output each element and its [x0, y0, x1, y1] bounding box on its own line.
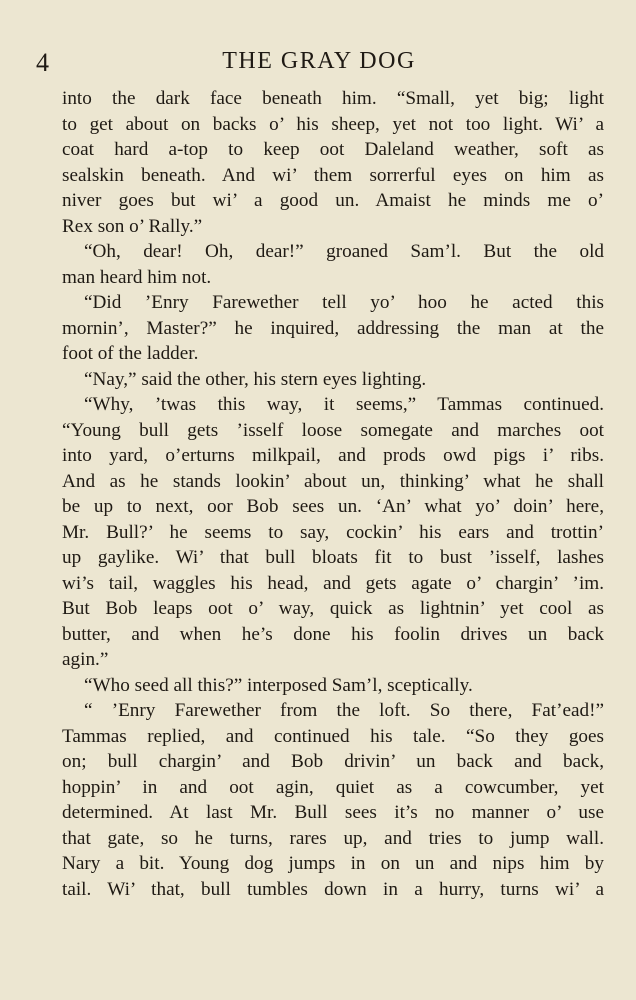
text-line: “Young bull gets ’isself loose somegate and marches oot	[62, 419, 604, 441]
text-line: Rex son o’ Rally.”	[62, 215, 203, 237]
text-line: Tammas replied, and continued his tale. “So they goes	[62, 725, 604, 747]
text-line: hoppin’ in and oot agin, quiet as a cowcumber, yet	[62, 776, 604, 798]
text-line: foot of the ladder.	[62, 343, 199, 364]
text-line: Mr. Bull?’ he seems to say, cockin’ his ears and trottin’	[62, 521, 604, 543]
body-text	[62, 86, 604, 902]
text-line: “ ’Enry Farewether from the loft. So there, Fat’ead!”	[84, 700, 604, 721]
text-line: tail. Wi’ that, bull tumbles down in a hurry, turns wi’ a	[62, 878, 604, 900]
text-line: niver goes but wi’ a good un. Amaist he minds me o’	[62, 190, 604, 211]
text-line: into yard, o’erturns milkpail, and prods owd pigs i’ ribs.	[62, 445, 604, 466]
text-line: “Oh, dear! Oh, dear!” groaned Sam’l. But the old	[84, 241, 604, 262]
text-line: But Bob leaps oot o’ way, quick as lightnin’ yet cool as	[62, 598, 604, 619]
text-line: that gate, so he turns, rares up, and tries to jump wall.	[62, 827, 604, 849]
text-line: “Nay,” said the other, his stern eyes lighting.	[84, 368, 427, 390]
page-header	[36, 44, 602, 78]
text-line: “Did ’Enry Farewether tell yo’ hoo he acted this	[84, 292, 604, 313]
text-line: into the dark face beneath him. “Small, yet big; light	[62, 88, 604, 109]
text-line: determined. At last Mr. Bull sees it’s no manner o’ use	[62, 802, 604, 823]
text-line: mornin’, Master?” he inquired, addressing the man at the	[62, 317, 604, 339]
text-line: agin.”	[62, 649, 109, 670]
text-line: man heard him not.	[62, 266, 212, 288]
text-line: butter, and when he’s done his foolin drives un back	[62, 623, 604, 645]
text-line: wi’s tail, waggles his head, and gets agate o’ chargin’ ’im.	[62, 572, 604, 594]
text-line: be up to next, oor Bob sees un. ‘An’ what yo’ doin’ here,	[62, 496, 604, 517]
text-line: And as he stands lookin’ about un, thinking’ what he shall	[62, 470, 604, 492]
text-line: coat hard a-top to keep oot Daleland weather, soft as	[62, 139, 604, 160]
text-line: to get about on backs o’ his sheep, yet not too light. Wi’ a	[62, 113, 604, 135]
running-title: THE GRAY DOG	[222, 48, 416, 74]
text-line: “Who seed all this?” interposed Sam’l, sceptically.	[84, 674, 473, 696]
text-line: “Why, ’twas this way, it seems,” Tammas continued.	[84, 394, 604, 415]
text-line: on; bull chargin’ and Bob drivin’ un back and back,	[62, 751, 604, 772]
page-number: 4	[36, 48, 49, 77]
text-line: Nary a bit. Young dog jumps in on un and nips him by	[62, 853, 604, 874]
text-line: sealskin beneath. And wi’ them sorrerful eyes on him as	[62, 164, 604, 186]
text-line: up gaylike. Wi’ that bull bloats fit to bust ’isself, lashes	[62, 547, 604, 568]
